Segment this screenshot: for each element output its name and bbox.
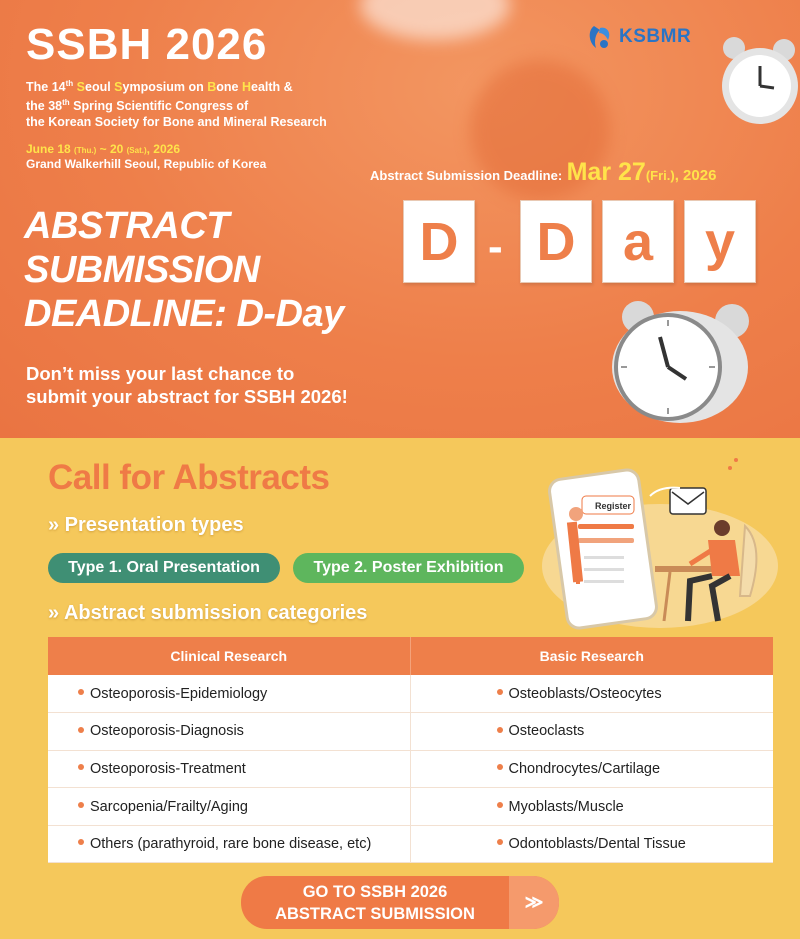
section-title: Call for Abstracts [48, 458, 330, 497]
bullet-icon [78, 689, 84, 695]
event-dates: June 18 (Thu.) ~ 20 (Sat.), 2026 [26, 142, 181, 156]
bullet-icon [497, 764, 503, 770]
ksbmr-logo: KSBMR [586, 22, 691, 52]
poster-exhibition-badge: Type 2. Poster Exhibition [293, 553, 524, 583]
bullet-icon [78, 727, 84, 733]
event-logo-title: SSBH 2026 [26, 20, 268, 69]
ksbmr-logo-icon [586, 22, 616, 52]
hero-banner [0, 0, 800, 438]
presentation-types-heading: » Presentation types [48, 514, 244, 536]
oral-presentation-badge: Type 1. Oral Presentation [48, 553, 280, 583]
dday-dash: - [488, 222, 503, 271]
dday-tile: y [684, 200, 756, 283]
deadline-headline: ABSTRACT SUBMISSION DEADLINE: D-Day [24, 205, 344, 335]
table-row: Osteoporosis-Treatment Chondrocytes/Cartilage [48, 750, 773, 788]
categories-table [48, 637, 773, 863]
categories-heading: » Abstract submission categories [48, 602, 368, 624]
table-row: Others (parathyroid, rare bone disease, etc) Odontoblasts/Dental Tissue [48, 825, 773, 863]
basic-research-header: Basic Research [410, 637, 773, 675]
event-venue: Grand Walkerhill Seoul, Republic of Korea [26, 157, 267, 171]
bullet-icon [497, 689, 503, 695]
clinical-research-header: Clinical Research [48, 637, 410, 675]
bullet-icon [78, 839, 84, 845]
dday-tile: D [520, 200, 592, 283]
dday-tile: a [602, 200, 674, 283]
online-registration-illustration [540, 446, 785, 636]
double-chevron-right-icon: ≫ [509, 876, 559, 929]
deadline-tagline: Don’t miss your last chance to submit your abstract for SSBH 2026! [26, 363, 348, 407]
bullet-icon [497, 802, 503, 808]
alarm-clock-icon [600, 295, 760, 425]
table-row: Osteoporosis-Epidemiology Osteoblasts/Osteocytes [48, 675, 773, 713]
table-row: Sarcopenia/Frailty/Aging Myoblasts/Muscle [48, 788, 773, 826]
bullet-icon [497, 839, 503, 845]
deadline-date: Abstract Submission Deadline: Mar 27(Fri.), 2026 [370, 158, 717, 186]
blur-clock-decoration [360, 0, 510, 40]
table-row: Osteoporosis-Diagnosis Osteoclasts [48, 713, 773, 751]
event-subtitle: The 14th Seoul Symposium on Bone Health & the 38th Spring Scientific Congress of the Korean Society for Bone and Mineral Research [26, 79, 327, 130]
svg-text:Register: Register [595, 501, 632, 511]
alarm-clock-icon [714, 36, 800, 128]
abstract-submission-button-label: GO TO SSBH 2026 ABSTRACT SUBMISSION [275, 883, 475, 923]
bullet-icon [497, 727, 503, 733]
abstract-submission-button[interactable] [241, 876, 559, 929]
dday-tile: D [403, 200, 475, 283]
call-for-abstracts-section [0, 438, 800, 939]
bullet-icon [78, 764, 84, 770]
bullet-icon [78, 802, 84, 808]
